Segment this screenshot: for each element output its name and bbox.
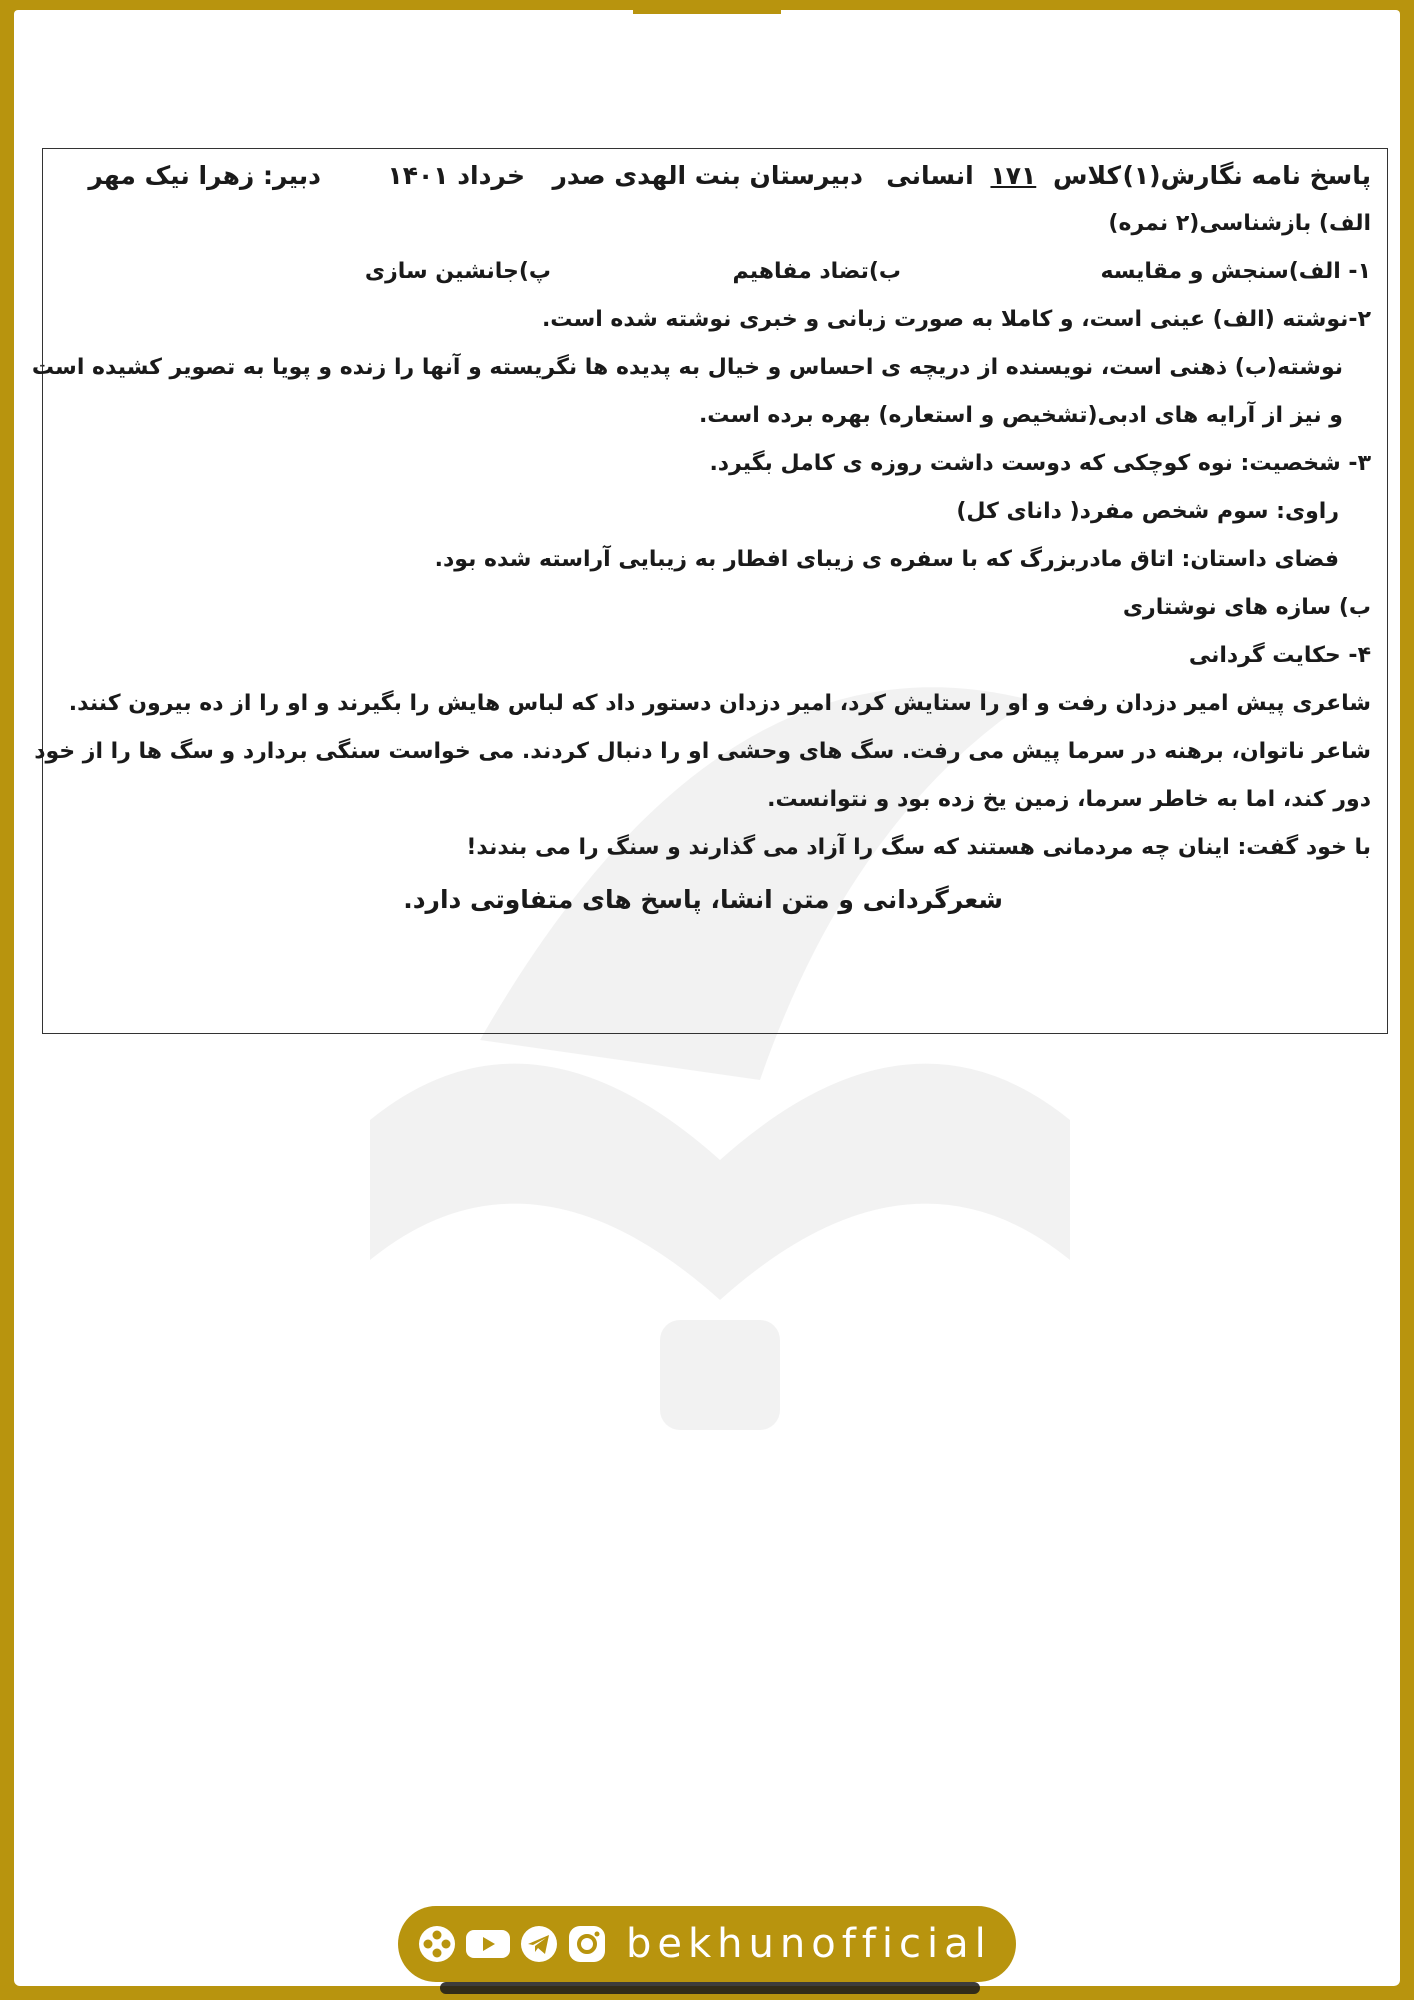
section-a-heading: الف) بازشناسی(۲ نمره)	[1108, 211, 1371, 236]
q2-line-3: و نیز از آرایه های ادبی(تشخیص و استعاره) بهره برده است.	[698, 403, 1343, 428]
teacher-name: دبیر: زهرا نیک مهر	[88, 161, 321, 190]
q1-answer-b: ب)تضاد مفاهیم	[732, 259, 901, 284]
exam-date: خرداد ۱۴۰۱	[387, 161, 525, 190]
doc-header	[61, 161, 1371, 197]
final-note: شعرگردانی و متن انشا، پاسخ های متفاوتی دارد.	[403, 885, 1003, 914]
q1-answer-a: ۱- الف)سنجش و مقایسه	[1100, 259, 1371, 284]
section-b-heading: ب) سازه های نوشتاری	[1122, 595, 1371, 620]
school-name: دبیرستان بنت الهدی صدر	[552, 161, 863, 190]
class-info	[886, 161, 1121, 190]
story-line-4: با خود گفت: اینان چه مردمانی هستند که سگ را آزاد می گذارند و سنگ را می بندند!	[466, 835, 1371, 860]
class-field: انسانی	[886, 161, 974, 190]
q3-line-1: ۳- شخصیت: نوه کوچکی که دوست داشت روزه ی کامل بگیرد.	[709, 451, 1371, 476]
answer-sheet	[31, 148, 1388, 1034]
q1-answer-c: پ)جانشین سازی	[364, 259, 551, 284]
telegram-icon[interactable]	[518, 1923, 560, 1965]
story-line-1: شاعری پیش امیر دزدان رفت و او را ستایش کرد، امیر دزدان دستور داد که لباس هایش را بگیرند و او را از ده بیرون کنند.	[68, 691, 1371, 716]
footer-shadow	[440, 1982, 980, 1994]
q3-line-2: راوی: سوم شخص مفرد( دانای کل)	[956, 499, 1339, 524]
instagram-icon[interactable]	[566, 1923, 608, 1965]
story-line-3: دور کند، اما به خاطر سرما، زمین یخ زده بود و نتوانست.	[767, 787, 1371, 812]
q2-line-1: ۲-نوشته (الف) عینی است، و کاملا به صورت زبانی و خبری نوشته شده است.	[541, 307, 1371, 332]
doc-title: پاسخ نامه نگارش(۱)	[1122, 161, 1371, 190]
class-number: ۱۷۱	[990, 161, 1037, 190]
story-line-2: شاعر ناتوان، برهنه در سرما پیش می رفت. سگ های وحشی او را دنبال کردند. می خواست سنگی بردارد و سگ ها را از خود	[34, 739, 1371, 764]
social-bar	[398, 1906, 1016, 1982]
q2-line-2: نوشته(ب) ذهنی است، نویسنده از دریچه ی احساس و خیال به پدیده ها نگریسته و آنها را زنده و پویا به تصویر کشیده است	[31, 355, 1343, 380]
youtube-icon[interactable]	[464, 1923, 512, 1965]
class-label: کلاس	[1052, 161, 1121, 190]
aparat-icon[interactable]	[416, 1923, 458, 1965]
social-icons	[416, 1923, 614, 1965]
q3-line-3: فضای داستان: اتاق مادربزرگ که با سفره ی زیبای افطار به زیبایی آراسته شده بود.	[434, 547, 1339, 572]
q4-title: ۴- حکایت گردانی	[1188, 643, 1371, 668]
social-handle[interactable]: bekhunofficial	[626, 1921, 992, 1967]
